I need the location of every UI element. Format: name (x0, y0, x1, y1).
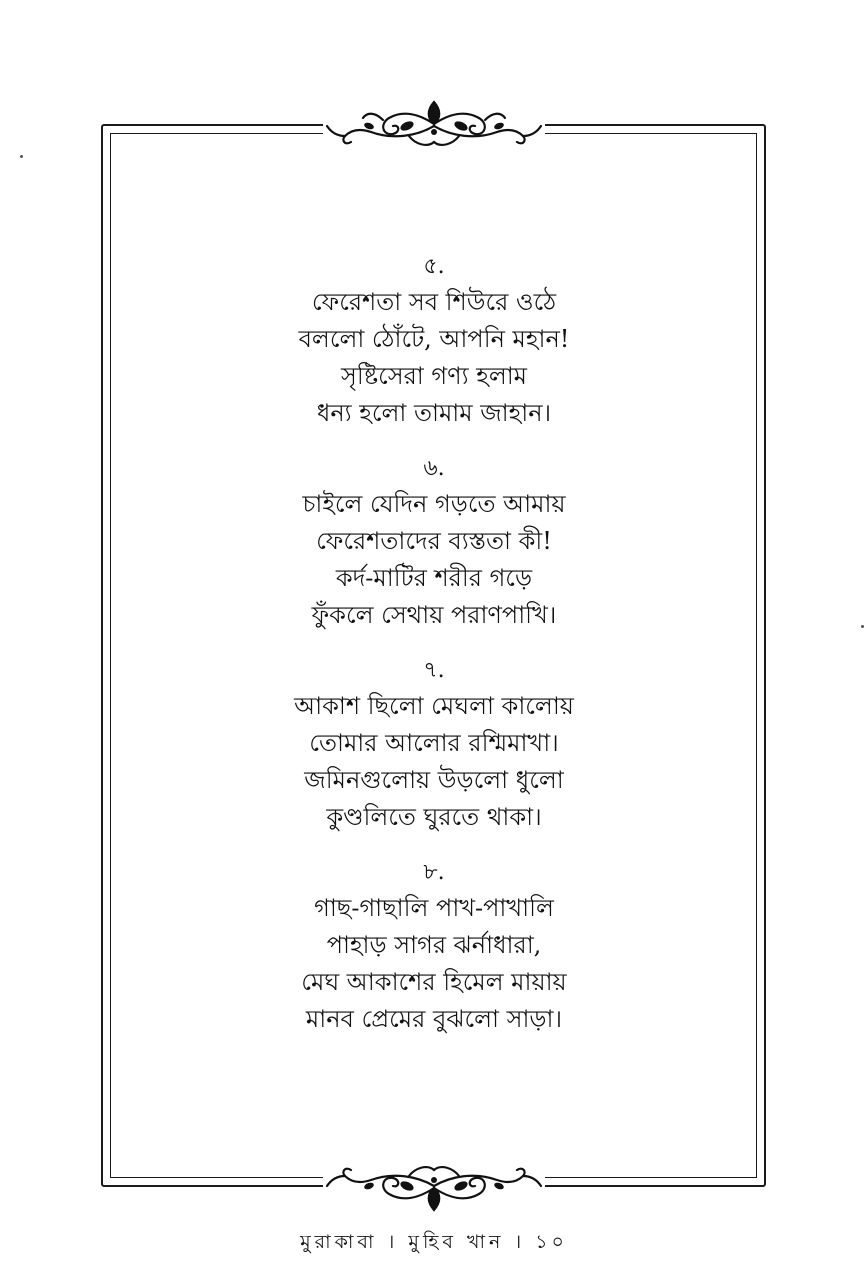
flourish-ornament-icon (323, 96, 545, 156)
footer-separator: । (387, 1231, 399, 1253)
stanza (160, 454, 708, 634)
stanza-number: ৫. (423, 254, 445, 279)
stanza (160, 858, 708, 1038)
poem-line: কর্দ-মাটির শরীর গড়ে (335, 564, 533, 592)
page-number: ১০ (535, 1231, 568, 1253)
flourish-ornament-icon (323, 1156, 545, 1216)
poem-line: আকাশ ছিলো মেঘলা কালোয় (294, 692, 574, 720)
poem-body (160, 252, 708, 1060)
poem-line: চাইলে যেদিন গড়তে আমায় (302, 490, 566, 518)
poem-line: মানব প্রেমের বুঝলো সাড়া। (305, 1005, 563, 1033)
poem-line: বললো ঠোঁটে, আপনি মহান! (298, 325, 570, 353)
scan-speck (861, 625, 864, 628)
author-name: মুহিব খান (408, 1231, 505, 1253)
book-title: মুরাকাবা (300, 1231, 378, 1253)
poem-line: পাহাড় সাগর ঝর্নাধারা, (326, 931, 542, 959)
poem-line: গাছ-গাছালি পাখ-পাখালি (314, 894, 554, 922)
stanza (160, 656, 708, 836)
poem-line: ফেরেশতা সব শিউরে ওঠে (311, 288, 557, 316)
poem-line: জমিনগুলোয় উড়লো ধুলো (304, 766, 564, 794)
page-footer (0, 1228, 868, 1256)
poem-line: তোমার আলোর রশ্মিমাখা। (309, 729, 559, 757)
poem-line: ফুঁকলে সেথায় পরাণপাখি। (311, 601, 557, 629)
bottom-ornament (323, 1156, 545, 1216)
stanza-number: ৭. (423, 658, 445, 683)
poem-line: সৃষ্টিসেরা গণ্য হলাম (340, 362, 527, 390)
poem-line: ধন্য হলো তামাম জাহান। (316, 399, 552, 427)
poem-line: মেঘ আকাশের হিমেল মায়ায় (301, 968, 567, 996)
footer-separator: । (514, 1231, 526, 1253)
stanza-number: ৮. (423, 860, 445, 885)
top-ornament (323, 96, 545, 156)
stanza (160, 252, 708, 432)
poem-line: ফেরেশতাদের ব্যস্ততা কী! (316, 527, 552, 555)
stanza-number: ৬. (423, 456, 445, 481)
poem-line: কুণ্ডলিতে ঘুরতে থাকা। (326, 803, 542, 831)
scan-speck (20, 155, 23, 158)
